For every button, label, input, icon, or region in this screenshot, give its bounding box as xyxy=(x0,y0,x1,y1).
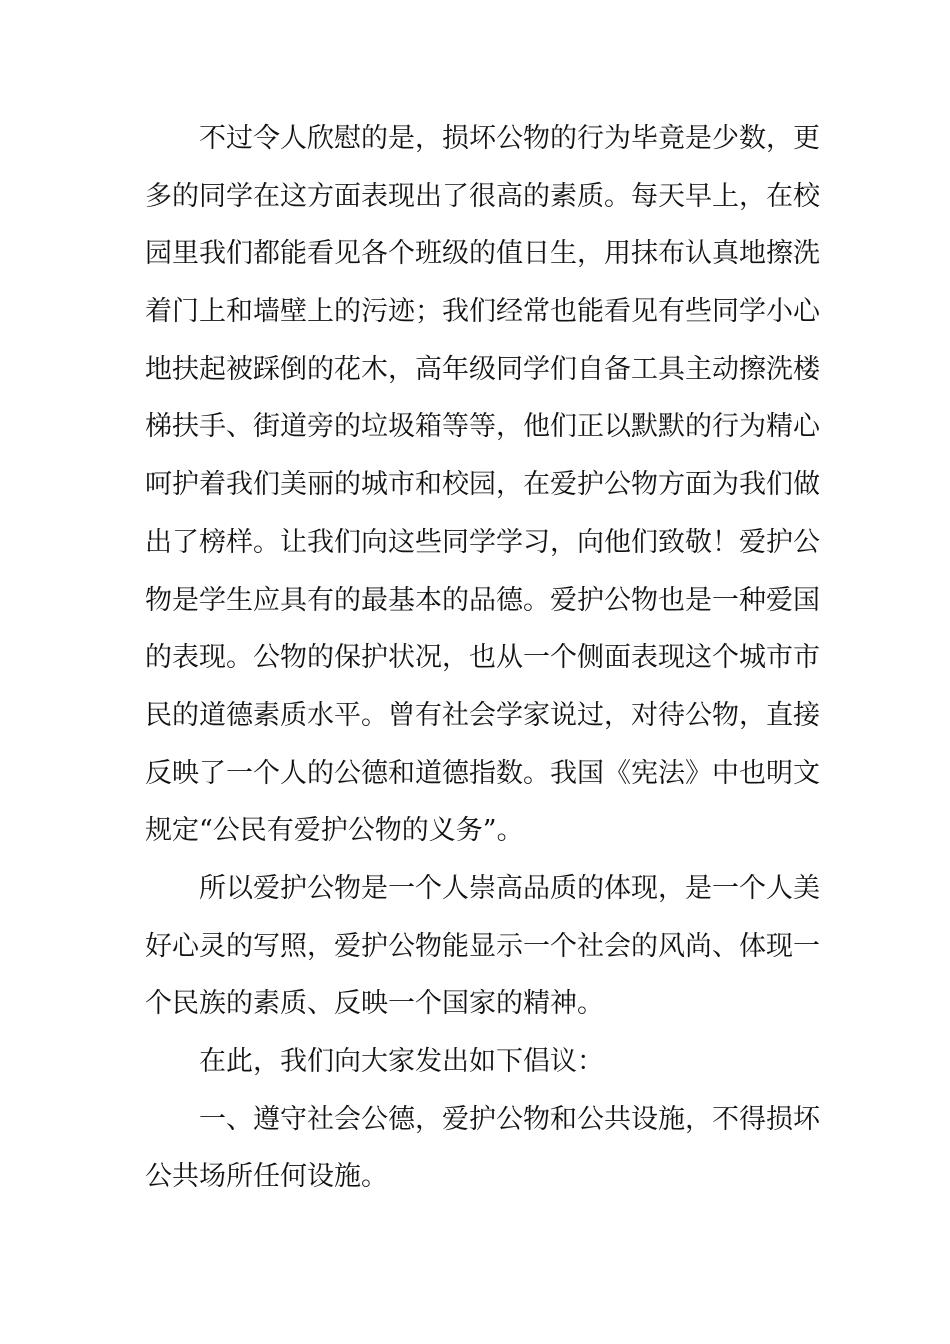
paragraph-1-line-3: 园里我们都能看见各个班级的值日生，用抹布认真地擦洗 xyxy=(145,238,820,270)
paragraph-4-line-2: 公共场所任何设施。 xyxy=(145,1161,388,1193)
paragraph-3-line-1: 在此，我们向大家发出如下倡议： xyxy=(199,1046,604,1077)
paragraph-1-line-10: 的表现。公物的保护状况，也从一个侧面表现这个城市市 xyxy=(145,642,820,674)
paragraph-1-line-13: 规定“公民有爱护公物的义务”。 xyxy=(145,815,524,847)
paragraph-1-line-12: 反映了一个人的公德和道德指数。我国《宪法》中也明文 xyxy=(145,757,820,789)
paragraph-2-line-2: 好心灵的写照，爱护公物能显示一个社会的风尚、体现一 xyxy=(145,930,820,962)
paragraph-1-line-4: 着门上和墙壁上的污迹；我们经常也能看见有些同学小心 xyxy=(145,296,820,328)
paragraph-2-line-3: 个民族的素质、反映一个国家的精神。 xyxy=(145,988,604,1020)
paragraph-4-line-1: 一、遵守社会公德，爱护公物和公共设施，不得损坏 xyxy=(199,1103,820,1135)
paragraph-1-line-2: 多的同学在这方面表现出了很高的素质。每天早上，在校 xyxy=(145,180,820,212)
paragraph-1-line-6: 梯扶手、街道旁的垃圾箱等等，他们正以默默的行为精心 xyxy=(145,411,820,443)
paragraph-1-line-8: 出了榜样。让我们向这些同学学习，向他们致敬！爱护公 xyxy=(145,526,820,558)
paragraph-1-line-5: 地扶起被踩倒的花木，高年级同学们自备工具主动擦洗楼 xyxy=(145,353,820,385)
paragraph-1-line-7: 呵护着我们美丽的城市和校园，在爱护公物方面为我们做 xyxy=(145,469,820,501)
paragraph-1-line-1: 不过令人欣慰的是，损坏公物的行为毕竟是少数，更 xyxy=(199,123,820,154)
paragraph-1-line-11: 民的道德素质水平。曾有社会学家说过，对待公物，直接 xyxy=(145,699,820,731)
paragraph-1-line-9: 物是学生应具有的最基本的品德。爱护公物也是一种爱国 xyxy=(145,584,820,616)
paragraph-2-line-1: 所以爱护公物是一个人崇高品质的体现，是一个人美 xyxy=(199,872,820,904)
document-body xyxy=(145,110,820,1206)
